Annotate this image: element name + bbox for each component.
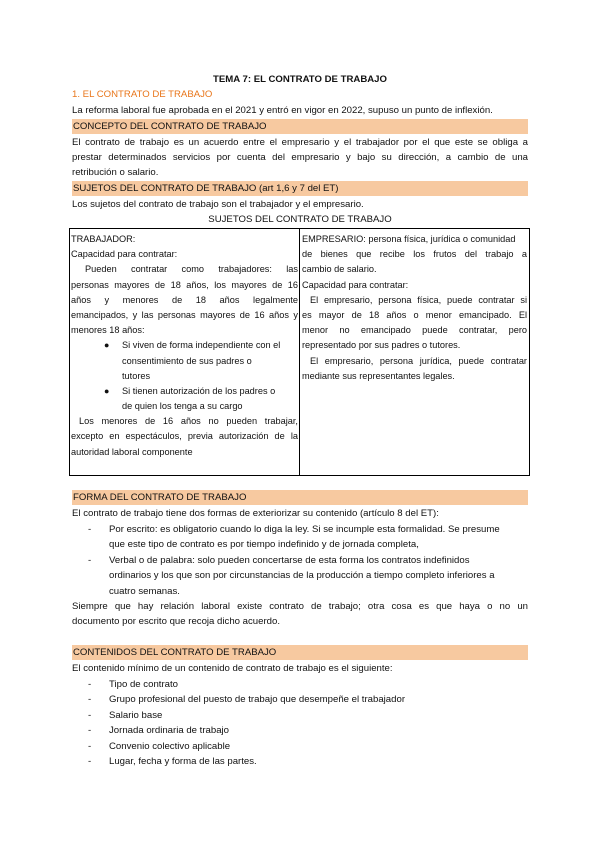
sujetos-paragraph: Los sujetos del contrato de trabajo son el trabajador y el empresario. (72, 199, 364, 210)
paragraph-line: retribución o salario. (72, 167, 159, 178)
list-item-text: Tipo de contrato (109, 679, 178, 690)
list-item (72, 522, 528, 537)
list-item-text: Por escrito: es obligatorio cuando lo diga la ley. Si se incumple esta formalidad. Se presume (109, 524, 500, 535)
cell-line: es mayor de 18 años o menor emancipado. El (302, 309, 527, 320)
empresario-cell (302, 232, 527, 384)
forma-heading-band (72, 490, 528, 505)
paragraph-line: Siempre que hay relación laboral existe contrato de trabajo; otra cosa es que haya o no un (72, 601, 528, 612)
page-title: TEMA 7: EL CONTRATO DE TRABAJO (213, 74, 387, 85)
list-item (72, 708, 528, 723)
list-item (72, 677, 528, 692)
dash-icon: - (88, 554, 92, 566)
list-item-text: Lugar, fecha y forma de las partes. (109, 755, 257, 767)
cell-line: TRABAJADOR: (71, 234, 136, 244)
forma-heading: FORMA DEL CONTRATO DE TRABAJO (73, 492, 247, 503)
list-item-text: Jornada ordinaria de trabajo (109, 725, 230, 737)
concepto-heading: CONCEPTO DEL CONTRATO DE TRABAJO (73, 121, 267, 132)
list-item-continuation (72, 568, 528, 583)
cell-line: emancipados, y las personas mayores de 16 años y (71, 309, 298, 320)
cell-line: El empresario, persona jurídica, puede contratar (310, 355, 527, 366)
cell-line: menores 18 años: (71, 325, 145, 336)
concepto-paragraph (72, 135, 528, 180)
dash-icon: - (88, 709, 92, 721)
cell-line: Los menores de 16 años no pueden trabajar, (79, 416, 298, 427)
list-item (72, 553, 528, 568)
cell-line: de quien los tenga a su cargo (122, 401, 243, 412)
list-item (72, 739, 528, 754)
cell-line: menor no emancipado puede contratar, pero (302, 325, 527, 336)
sujetos-table (69, 228, 530, 476)
list-item (72, 723, 528, 738)
contenidos-heading: CONTENIDOS DEL CONTRATO DE TRABAJO (73, 647, 277, 658)
contenidos-list (72, 677, 528, 769)
forma-paragraph: El contrato de trabajo tiene dos formas de exteriorizar su contenido (artículo 8 del ET): (72, 508, 439, 519)
cell-line: cambio de salario. (302, 264, 377, 275)
table-caption: SUJETOS DEL CONTRATO DE TRABAJO (208, 214, 392, 225)
table-divider (299, 229, 300, 475)
sujetos-heading-band (72, 181, 528, 196)
cell-line: representado por sus padres o tutores. (302, 340, 461, 351)
bullet-item (71, 338, 298, 384)
dash-icon: - (88, 755, 92, 767)
list-item-text: ordinarios y los que son por circunstancias de la producción a tiempo completo inferiores a (109, 570, 495, 582)
dash-icon: - (88, 679, 92, 690)
cell-line: años y menores de 18 años legalmente (71, 294, 298, 305)
cell-line: Si tienen autorización de los padres o (122, 385, 276, 396)
cell-line: mediante sus representantes legales. (302, 370, 455, 381)
dash-icon: - (88, 694, 92, 706)
cell-line: autoridad laboral componente (71, 446, 193, 457)
paragraph-line: documento por escrito que recoja dicho acuerdo. (72, 616, 280, 627)
forma-list (72, 522, 528, 599)
list-item-text: que este tipo de contrato es por tiempo indefinido y de jornada completa, (109, 539, 419, 551)
bullet-item (71, 384, 298, 414)
cell-line: Si viven de forma independiente con el (122, 340, 281, 351)
cell-line: Pueden contratar como trabajadores: las (85, 264, 298, 275)
dash-icon: - (88, 524, 92, 535)
dash-icon: - (88, 725, 92, 737)
sujetos-heading: SUJETOS DEL CONTRATO DE TRABAJO (art 1,6 y 7 del ET) (73, 183, 339, 194)
cell-line: personas mayores de 18 años, los mayores de 16 (71, 279, 298, 290)
bullet-icon: ● (104, 385, 110, 396)
cell-line: consentimiento de sus padres o (122, 355, 252, 366)
paragraph-line: El contrato de trabajo es un acuerdo entre el empresario y el trabajador por el que este se obliga a (72, 137, 528, 148)
cell-line: El empresario, persona física, puede contratar si (310, 294, 527, 305)
cell-line: Capacidad para contratar: (302, 279, 409, 290)
list-item-text: Salario base (109, 709, 163, 721)
list-item (72, 754, 528, 769)
intro-paragraph: La reforma laboral fue aprobada en el 2021 y entró en vigor en 2022, supuso un punto de inflexión. (72, 105, 493, 116)
cell-line: de bienes que recibe los frutos del trabajo a (302, 249, 527, 260)
concepto-heading-band (72, 119, 528, 134)
bullet-icon: ● (104, 340, 110, 351)
cell-line: tutores (122, 370, 151, 381)
contenidos-heading-band (72, 645, 528, 660)
trabajador-cell (71, 232, 298, 460)
list-item-text: Verbal o de palabra: solo pueden concertarse de esta forma los contratos indefinidos (109, 554, 470, 566)
forma-closing-paragraph (72, 599, 528, 629)
cell-line: Capacidad para contratar: (71, 249, 178, 260)
section-heading: 1. EL CONTRATO DE TRABAJO (72, 89, 213, 100)
cell-line: EMPRESARIO: persona física, jurídica o comunidad (302, 234, 516, 244)
list-item-text: cuatro semanas. (109, 585, 180, 597)
list-item (72, 692, 528, 707)
paragraph-line: prestar determinados servicios por cuenta del empresario y bajo su dirección, a cambio de una (72, 152, 528, 163)
list-item-text: Grupo profesional del puesto de trabajo que desempeñe el trabajador (109, 694, 406, 706)
cell-line: excepto en espectáculos, previa autorización de la (71, 431, 298, 442)
list-item-continuation (72, 584, 528, 599)
list-item-text: Convenio colectivo aplicable (109, 740, 231, 752)
dash-icon: - (88, 740, 92, 752)
contenidos-paragraph: El contenido mínimo de un contenido de contrato de trabajo es el siguiente: (72, 663, 393, 674)
list-item-continuation (72, 537, 528, 552)
